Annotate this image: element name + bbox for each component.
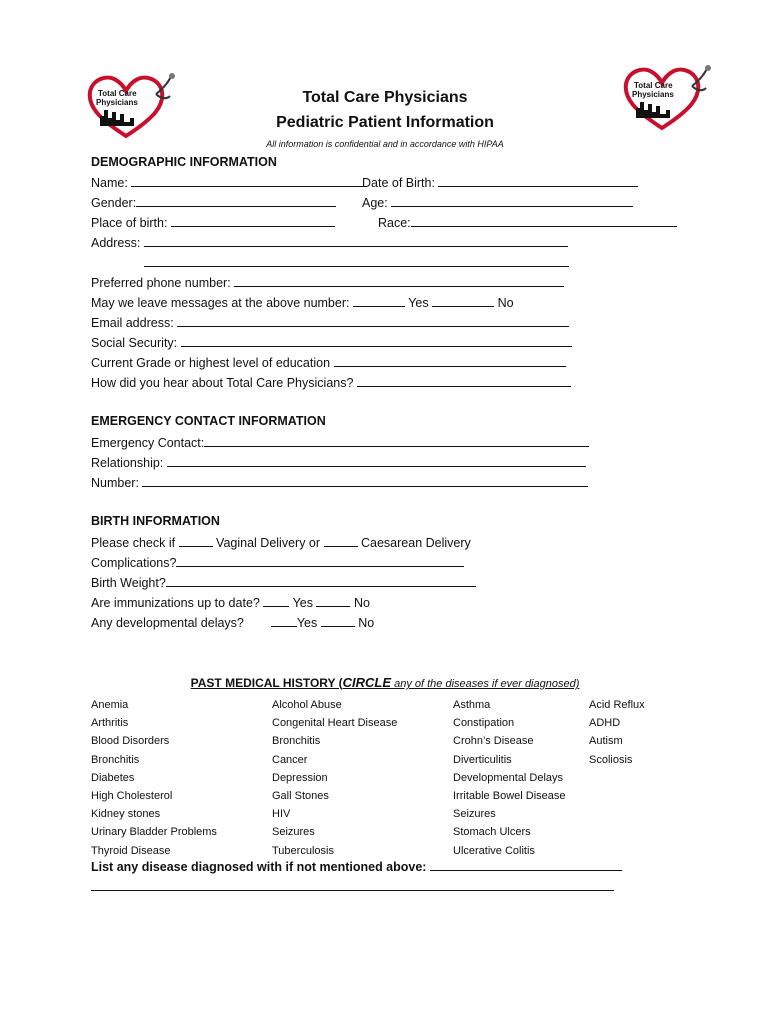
birth-weight-label: Birth Weight? [91,576,166,590]
gender-label: Gender: [91,196,137,210]
demographic-heading: DEMOGRAPHIC INFORMATION [91,155,277,169]
disease-item[interactable]: Urinary Bladder Problems [91,826,217,839]
disease-item[interactable]: Asthma [453,699,491,711]
disease-item[interactable]: Gall Stones [272,790,329,803]
disease-item[interactable]: HIV [272,808,291,821]
disease-item[interactable]: Seizures [272,826,315,839]
disease-item[interactable]: Ulcerative Colitis [453,844,535,857]
dob-row [362,174,638,191]
immunizations-no-field[interactable] [316,594,350,607]
address-line2-row [144,254,569,271]
emergency-contact-row [91,434,589,451]
disease-item[interactable]: Constipation [453,717,515,730]
emergency-contact-label: Emergency Contact: [91,436,205,450]
list-any-label: List any disease diagnosed with if not mentioned above: [91,860,427,874]
disease-item[interactable]: Bronchitis [272,735,321,748]
disease-column-4 [589,696,645,769]
heard-field[interactable] [357,374,571,387]
age-label: Age: [362,196,388,210]
race-field[interactable] [411,214,677,227]
email-row [91,314,569,331]
disease-item[interactable]: High Cholesterol [91,790,173,803]
address-label: Address: [91,236,141,250]
grade-row [91,354,566,371]
emergency-number-row [91,474,588,491]
disease-column-3 [453,696,566,860]
place-of-birth-row [91,214,335,231]
delays-no-field[interactable] [321,614,355,627]
disease-item[interactable]: Stomach Ulcers [453,826,531,839]
delays-label: Any developmental delays? [91,616,244,630]
relationship-label: Relationship: [91,456,164,470]
complications-row [91,554,464,571]
messages-no-field[interactable] [432,294,494,307]
immunizations-no-label: No [353,596,370,610]
race-row [378,214,677,231]
address-field[interactable] [144,234,568,247]
relationship-field[interactable] [167,454,586,467]
disease-item[interactable]: Congenital Heart Disease [272,717,398,730]
caesarean-delivery-field[interactable] [324,534,358,547]
birth-weight-row [91,574,476,591]
email-label: Email address: [91,316,174,330]
place-of-birth-label: Place of birth: [91,216,168,230]
disease-item[interactable]: Diabetes [91,771,135,784]
disease-item[interactable]: Tuberculosis [272,844,334,857]
place-of-birth-field[interactable] [171,214,335,227]
immunizations-yes-label: Yes [292,596,313,610]
disease-item[interactable]: Irritable Bowel Disease [453,790,566,803]
messages-label: May we leave messages at the above number: [91,296,350,310]
address-field-line2[interactable] [144,254,569,267]
disease-item[interactable]: Developmental Delays [453,771,564,784]
hipaa-notice: All information is confidential and in accordance with HIPAA [266,139,504,149]
ssn-field[interactable] [181,334,572,347]
list-any-row [91,858,622,874]
disease-item[interactable]: Alcohol Abuse [272,699,342,711]
form-title: Total Care Physicians [302,89,468,106]
disease-item[interactable]: Depression [272,771,328,784]
birth-heading: BIRTH INFORMATION [91,514,220,528]
immunizations-label: Are immunizations up to date? [91,596,260,610]
svg-text:Total Care: Total Care [634,81,673,90]
messages-yes-label: Yes [408,296,429,310]
age-field[interactable] [391,194,633,207]
pmh-heading-text: PAST MEDICAL HISTORY ( [190,676,343,690]
delays-yes-field[interactable] [271,614,297,627]
phone-field[interactable] [234,274,564,287]
list-any-field[interactable] [430,858,622,871]
heard-label: How did you hear about Total Care Physicians? [91,376,354,390]
vaginal-delivery-field[interactable] [179,534,213,547]
relationship-row [91,454,586,471]
disease-item[interactable]: Scoliosis [589,753,633,766]
gender-row [91,194,336,211]
complications-field[interactable] [176,554,464,567]
disease-item[interactable]: Anemia [91,699,129,711]
delays-yes-label: Yes [296,616,318,630]
immunizations-row [91,594,370,611]
name-field[interactable] [131,174,363,187]
svg-text:Physicians: Physicians [632,90,674,99]
ssn-label: Social Security: [91,336,178,350]
delivery-row [91,534,471,551]
ssn-row [91,334,572,351]
emergency-number-field[interactable] [142,474,588,487]
disease-item[interactable]: Bronchitis [91,753,140,766]
disease-item[interactable]: Crohn’s Disease [453,735,534,748]
disease-item[interactable]: Blood Disorders [91,735,170,748]
messages-row [91,294,514,311]
messages-no-label: No [497,296,514,310]
delivery-check-label: Please check if [91,536,176,550]
pmh-instruction: any of the diseases if ever diagnosed) [391,678,580,690]
complications-label: Complications? [91,556,177,570]
disease-item[interactable]: Kidney stones [91,808,161,821]
phone-row [91,274,564,291]
immunizations-yes-field[interactable] [263,594,289,607]
disease-column-1 [91,696,217,860]
emergency-contact-field[interactable] [204,434,589,447]
birth-weight-field[interactable] [166,574,476,587]
svg-text:Physicians: Physicians [96,98,138,107]
delays-row [91,614,374,631]
name-row [91,174,363,191]
disease-item[interactable]: Seizures [453,808,496,821]
delays-no-label: No [358,616,375,630]
name-label: Name: [91,176,128,190]
disease-item[interactable]: Diverticulitis [453,753,512,766]
race-label: Race: [378,216,411,230]
dob-field[interactable] [438,174,638,187]
disease-item[interactable]: Thyroid Disease [91,844,171,857]
age-row [362,194,633,211]
address-row [91,234,568,251]
email-field[interactable] [177,314,569,327]
caesarean-delivery-label: Caesarean Delivery [361,536,471,550]
disease-item[interactable]: Autism [589,735,623,748]
svg-text:Total Care: Total Care [98,89,137,98]
disease-item[interactable]: ADHD [589,717,621,730]
disease-item[interactable]: Arthritis [91,717,129,730]
dob-label: Date of Birth: [362,176,435,190]
disease-item[interactable]: Acid Reflux [589,699,645,711]
form-subtitle: Pediatric Patient Information [276,114,494,131]
emergency-heading: EMERGENCY CONTACT INFORMATION [91,414,326,428]
phone-label: Preferred phone number: [91,276,231,290]
emergency-number-label: Number: [91,476,139,490]
disease-item[interactable]: Cancer [272,753,308,766]
gender-field[interactable] [136,194,336,207]
disease-column-2 [272,696,397,860]
list-any-field-line2[interactable] [91,890,614,891]
vaginal-delivery-label: Vaginal Delivery or [216,536,321,550]
heard-row [91,374,571,391]
grade-label: Current Grade or highest level of education [91,356,331,370]
messages-yes-field[interactable] [353,294,405,307]
pmh-heading [0,675,770,690]
pmh-circle-word: CIRCLE [342,675,392,690]
grade-field[interactable] [334,354,566,367]
